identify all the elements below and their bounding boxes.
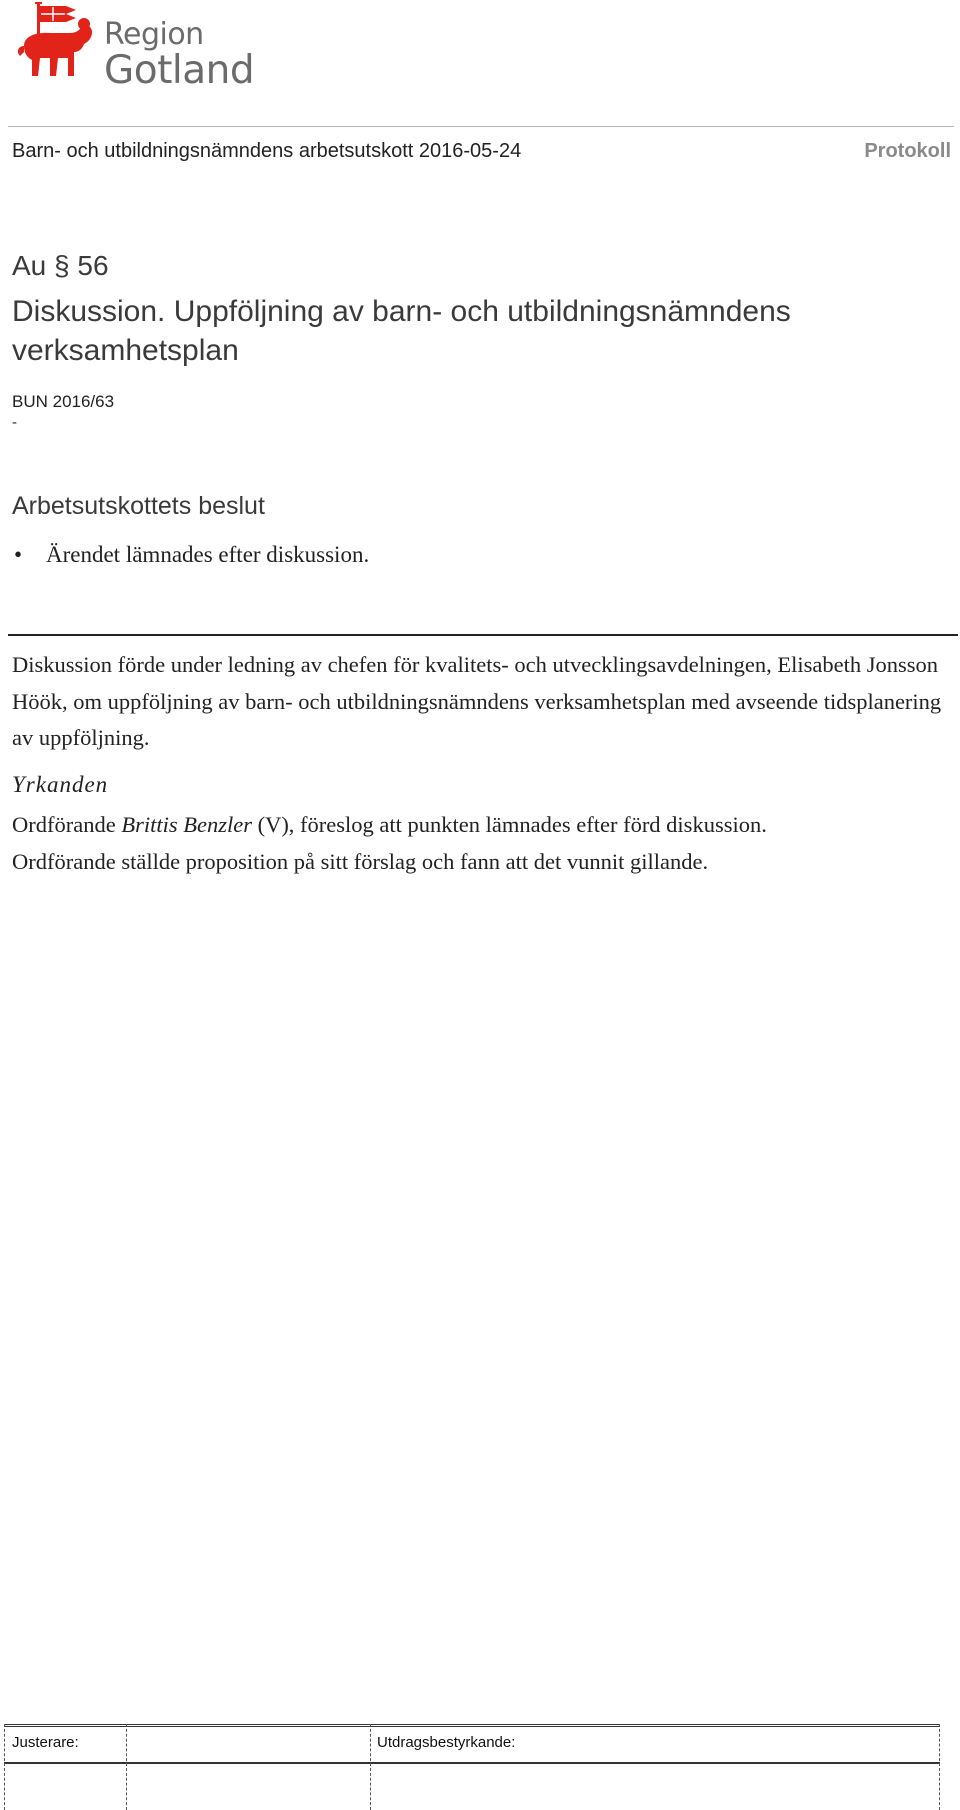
justerare-label: Justerare: xyxy=(12,1734,79,1751)
yrkanden-line-1 xyxy=(12,806,947,843)
header-divider xyxy=(8,126,954,127)
yrkanden-suffix: (V), föreslog att punkten lämnades efter förd diskussion. xyxy=(251,812,767,837)
region-gotland-logo xyxy=(10,2,255,93)
footer-top-border xyxy=(4,1724,940,1727)
logo-gotland-text: Gotland xyxy=(104,48,255,93)
footer-column-divider xyxy=(4,1724,5,1810)
footer-column-divider xyxy=(939,1724,940,1810)
yrkanden-prefix: Ordförande xyxy=(12,812,122,837)
yrkanden-text xyxy=(12,806,947,880)
footer-column-divider xyxy=(126,1724,127,1810)
footer-mid-border xyxy=(4,1762,940,1764)
yrkanden-heading: Yrkanden xyxy=(12,772,109,797)
logo-region-text: Region xyxy=(104,17,204,52)
body-divider xyxy=(8,634,958,636)
case-dash: - xyxy=(12,414,17,431)
case-number: BUN 2016/63 xyxy=(12,392,115,411)
meeting-title: Barn- och utbildningsnämndens arbetsutskott 2016-05-24 xyxy=(12,140,522,162)
discussion-paragraph: Diskussion förde under ledning av chefen för kvalitets- och utvecklingsavdelningen, Elisabeth Jonsson Höök, om uppföljning av barn- och utbildningsnämndens verksamhetsplan med avseende tidsplanering av uppföljning. xyxy=(12,652,942,750)
logo-wordmark xyxy=(104,17,255,93)
decision-heading: Arbetsutskottets beslut xyxy=(12,492,265,520)
decision-item-text: Ärendet lämnades efter diskussion. xyxy=(46,542,370,567)
signature-footer xyxy=(4,1724,940,1810)
gotland-ram-icon xyxy=(10,2,98,92)
section-number: Au § 56 xyxy=(12,250,109,281)
document-type: Protokoll xyxy=(864,140,951,162)
yrkanden-line-2: Ordförande ställde proposition på sitt förslag och fann att det vunnit gillande. xyxy=(12,849,709,874)
footer-column-divider xyxy=(370,1724,371,1810)
decision-list-item xyxy=(12,542,369,568)
utdragsbestyrkande-label: Utdragsbestyrkande: xyxy=(377,1734,516,1751)
bullet-icon: • xyxy=(14,542,23,567)
chair-name: Brittis Benzler xyxy=(121,812,252,837)
section-title: Diskussion. Uppföljning av barn- och utbildningsnämndens verksamhetsplan xyxy=(12,295,791,367)
